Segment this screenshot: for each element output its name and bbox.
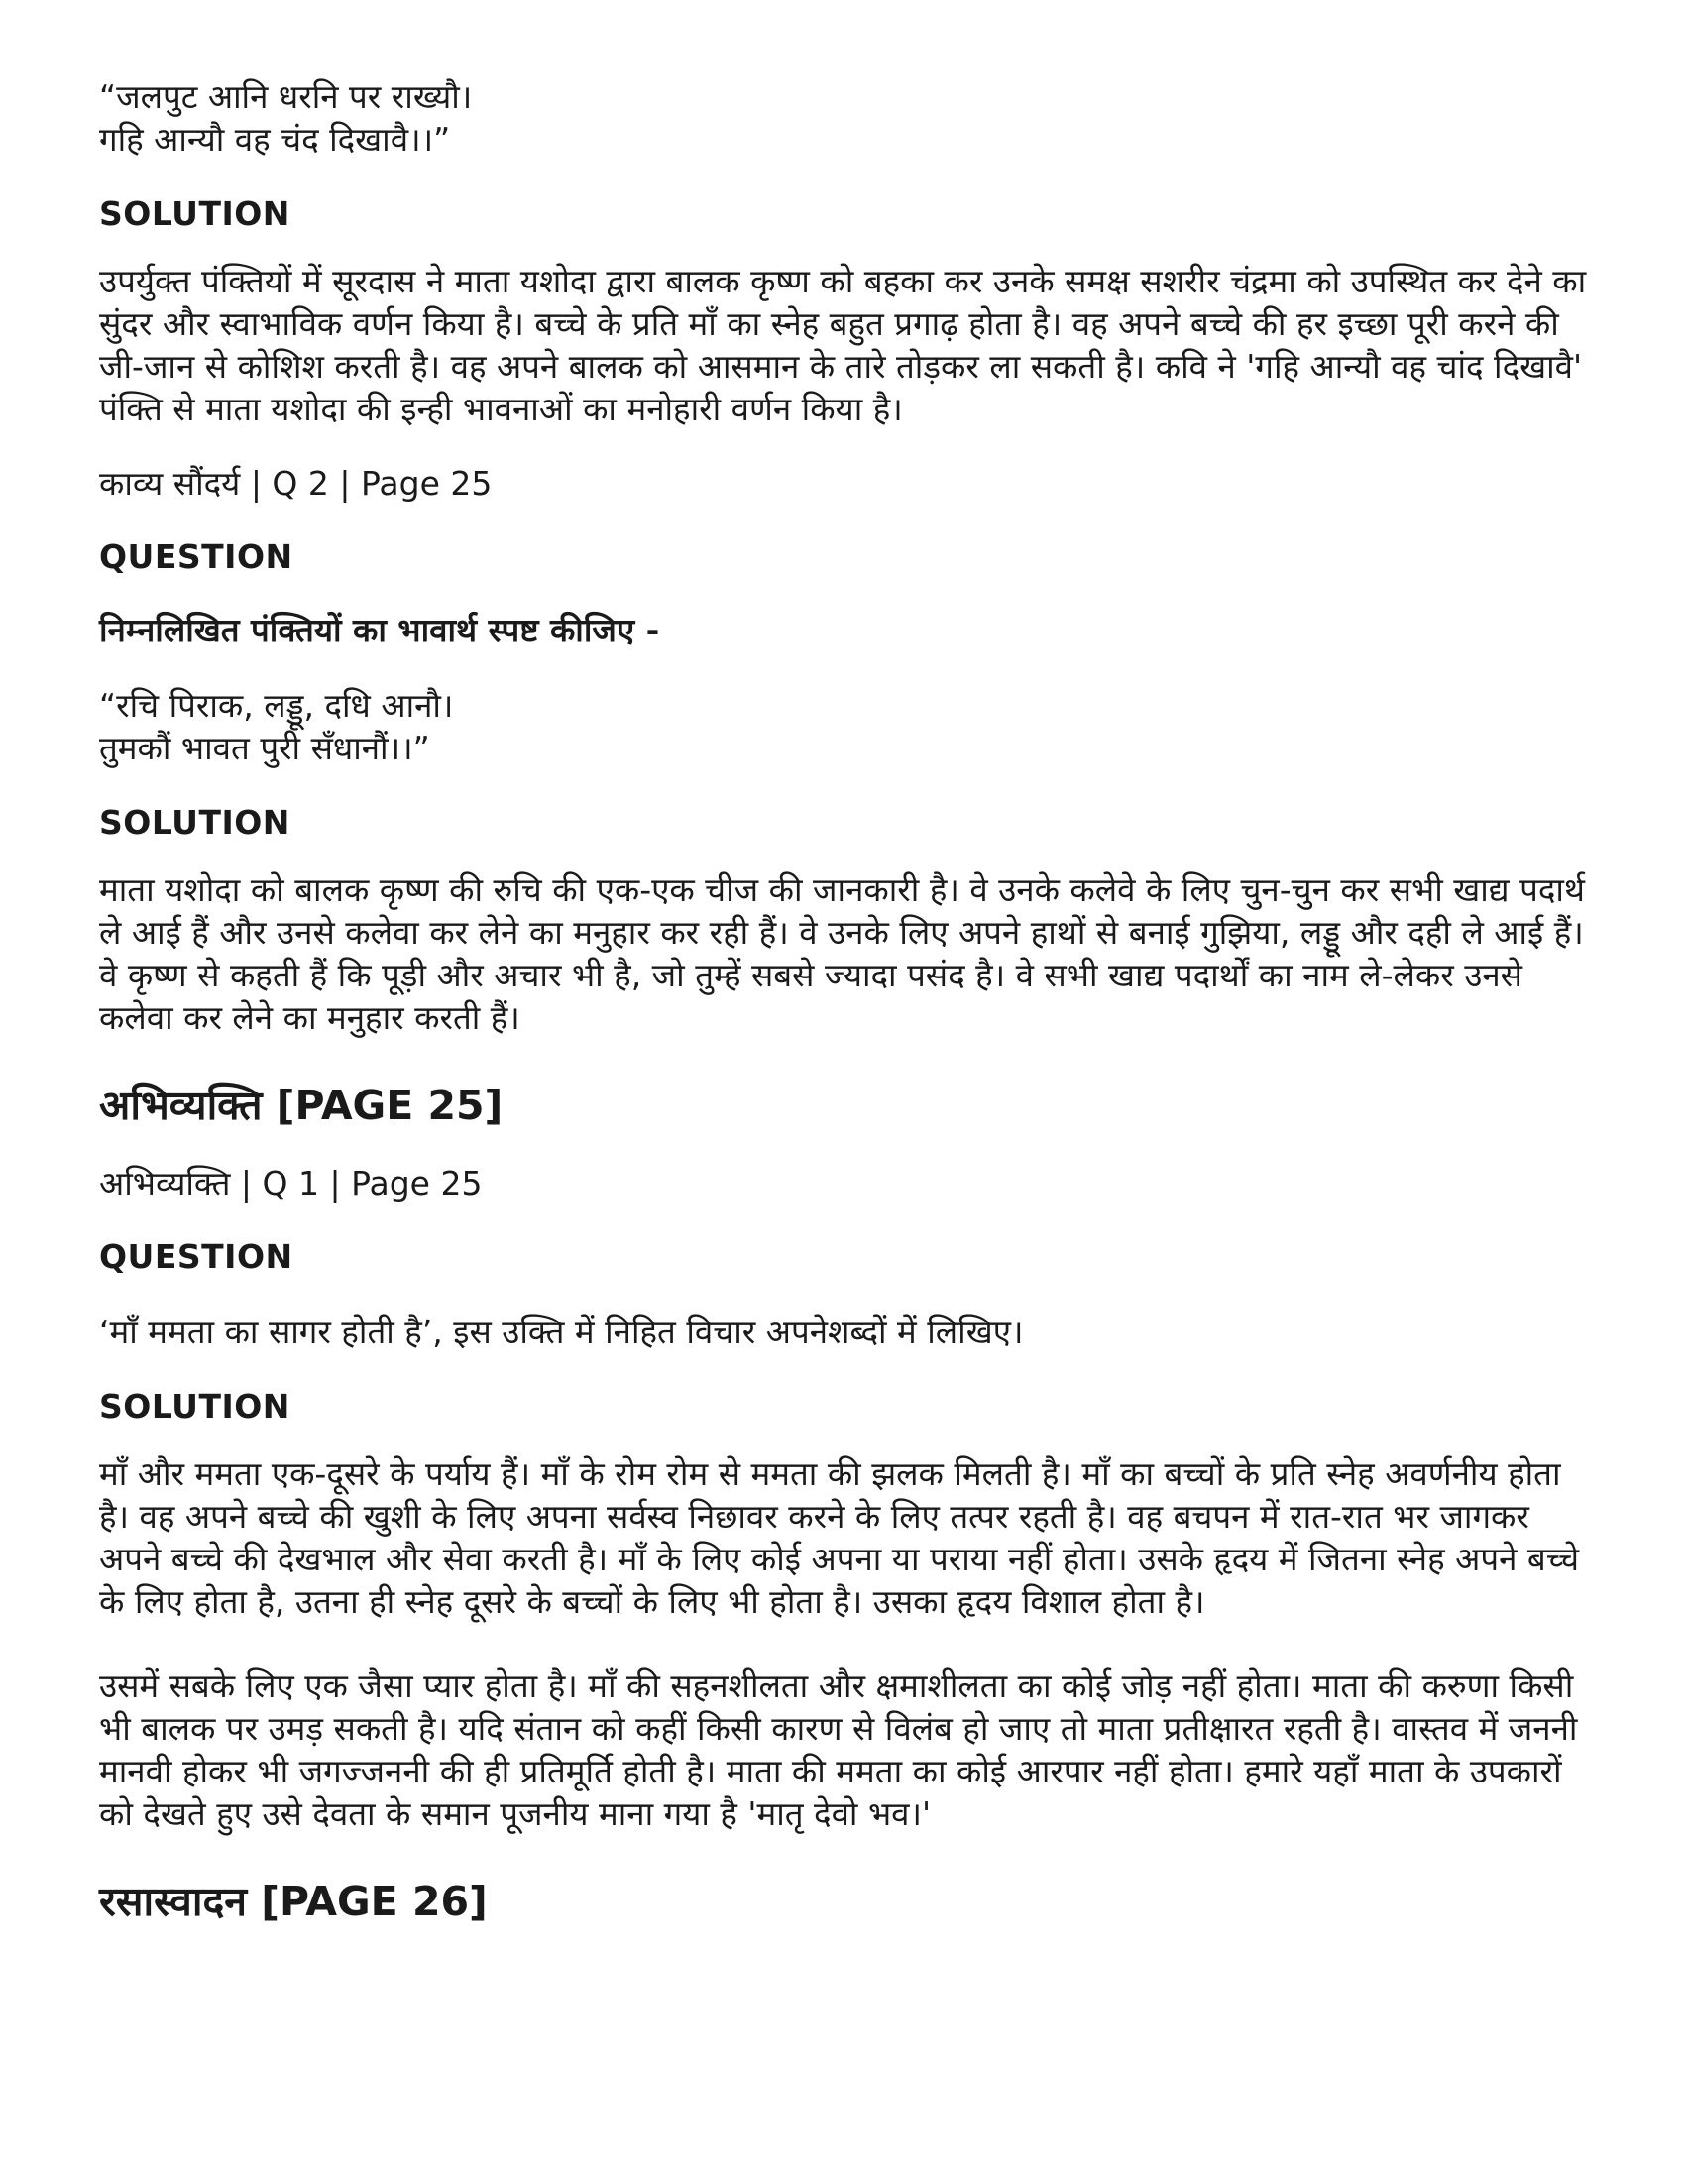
question-instruction: निम्नलिखित पंक्तियों का भावार्थ स्पष्ट कीजिए - xyxy=(99,611,660,649)
question-label: QUESTION xyxy=(99,537,293,576)
section-heading: रसास्वादन [PAGE 26] xyxy=(99,1878,488,1925)
verse-block-1 xyxy=(99,75,1596,161)
verse-line: तुमकौं भावत पुरी सँधानौं।।” xyxy=(99,729,430,767)
solution-label: SOLUTION xyxy=(99,1387,290,1426)
verse-line: “रचि पिराक, लड्डू, दधि आनौ। xyxy=(99,686,454,725)
verse-line: “जलपुट आनि धरनि पर राख्यौ। xyxy=(99,77,473,116)
solution-text: माता यशोदा को बालक कृष्ण की रुचि की एक-एक चीज की जानकारी है। वे उनके कलेवे के लिए चुन-चुन कर सभी खाद्य पदार्थ ले आई हैं और उनसे कलेवा कर लेने का मनुहार कर रही हैं। वे उनके लिए अपने हाथों से बनाई गुझिया, लड्डू और दही ले आई हैं। वे कृष्ण से कहती हैं कि पूड़ी और अचार भी है, जो तुम्हें सबसे ज्यादा पसंद है। वे सभी खाद्य पदार्थों का नाम ले-लेकर उनसे कलेवा कर लेने का मनुहार करती हैं। xyxy=(99,870,1585,1037)
question-text: ‘माँ ममता का सागर होती है’, इस उक्ति में निहित विचार अपनेशब्दों में लिखिए। xyxy=(99,1313,1024,1351)
solution-paragraph-1: माँ और ममता एक-दूसरे के पर्याय हैं। माँ के रोम रोम से ममता की झलक मिलती है। माँ का बच्चों के प्रति स्नेह अवर्णनीय होता है। वह अपने बच्चे की खुशी के लिए अपना सर्वस्व निछावर करने के लिए तत्पर रहती है। वह बचपन में रात-रात भर जागकर अपने बच्चे की देखभाल और सेवा करती है। माँ के लिए कोई अपना या पराया नहीं होता। उसके हृदय में जितना स्नेह अपने बच्चे के लिए होता है, उतना ही स्नेह दूसरे के बच्चों के लिए भी होता है। उसका हृदय विशाल होता है। xyxy=(99,1454,1580,1621)
document-page xyxy=(99,75,1596,1926)
question-label: QUESTION xyxy=(99,1237,293,1276)
verse-line: गहि आन्यौ वह चंद दिखावै।।” xyxy=(99,120,451,159)
verse-block-2 xyxy=(99,684,1596,769)
solution-text: उपर्युक्त पंक्तियों में सूरदास ने माता यशोदा द्वारा बालक कृष्ण को बहका कर उनके समक्ष सशरीर चंद्रमा को उपस्थित कर देने का सुंदर और स्वाभाविक वर्णन किया है। बच्चे के प्रति माँ का स्नेह बहुत प्रगाढ़ होता है। वह अपने बच्चे की हर इच्छा पूरी करने की जी-जान से कोशिश करती है। वह अपने बालक को आसमान के तारे तोड़कर ला सकती है। कवि ने 'गहि आन्यौ वह चांद दिखावै' पंक्ति से माता यशोदा की इन्ही भावनाओं का मनोहारी वर्णन किया है। xyxy=(99,262,1587,428)
section-heading: अभिव्यक्ति [PAGE 25] xyxy=(99,1082,504,1129)
question-meta: अभिव्यक्ति | Q 1 | Page 25 xyxy=(99,1164,483,1203)
solution-label: SOLUTION xyxy=(99,194,290,233)
solution-label: SOLUTION xyxy=(99,803,290,842)
question-meta: काव्य सौंदर्य | Q 2 | Page 25 xyxy=(99,464,493,503)
solution-paragraph-2: उसमें सबके लिए एक जैसा प्यार होता है। माँ की सहनशीलता और क्षमाशीलता का कोई जोड़ नहीं होता। माता की करुणा किसी भी बालक पर उमड़ सकती है। यदि संतान को कहीं किसी कारण से विलंब हो जाए तो माता प्रतीक्षारत रहती है। वास्तव में जननी मानवी होकर भी जगज्जननी की ही प्रतिमूर्ति होती है। माता की ममता का कोई आरपार नहीं होता। हमारे यहाँ माता के उपकारों को देखते हुए उसे देवता के समान पूजनीय माना गया है 'मातृ देवो भव।' xyxy=(99,1667,1578,1833)
